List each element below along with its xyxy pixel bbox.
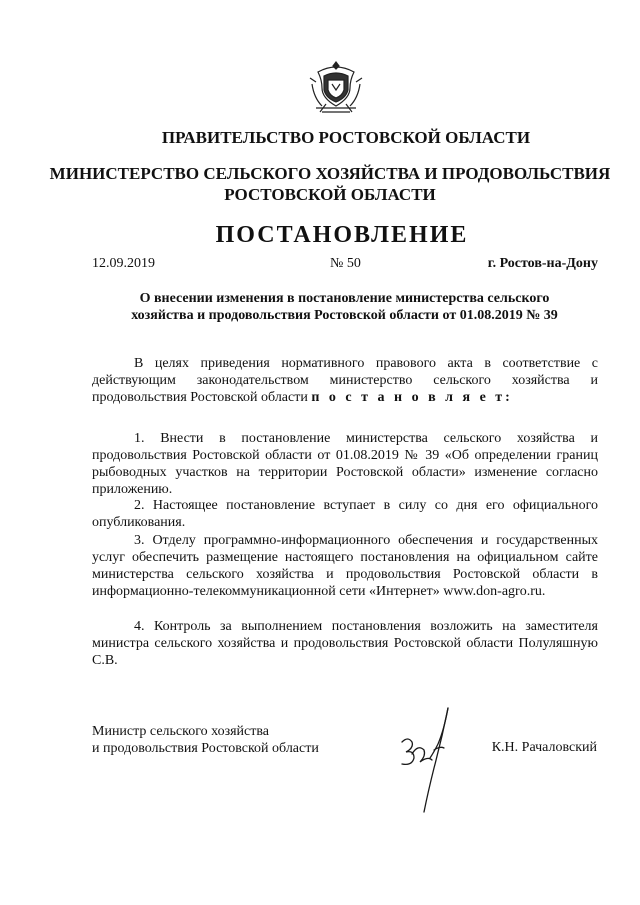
document-subject [92, 290, 597, 324]
signatory-title-line2: и продовольствия Ростовской области [92, 741, 319, 756]
ministry-title-line2: РОСТОВСКОЙ ОБЛАСТИ [224, 185, 436, 204]
document-city: г. Ростов-на-Дону [487, 256, 598, 271]
intro-text: В целях приведения нормативного правового акта в соответствие с действующим законодательством министерство сельского хозяйства и продовольствия Ростовской области [92, 356, 598, 405]
item-4-paragraph: 4. Контроль за выполнением постановления возложить на заместителя министра сельского хозяйства и продовольствия Ростовской области Полуляшную С.В. [92, 619, 598, 668]
document-number: № 50 [330, 256, 361, 271]
coat-of-arms-icon [306, 58, 366, 118]
ministry-title [20, 163, 640, 205]
subject-line1: О внесении изменения в постановление министерства сельского [139, 291, 550, 306]
intro-paragraph [92, 355, 598, 406]
item-1-paragraph: 1. Внести в постановление министерства сельского хозяйства и продовольствия Ростовской области от 01.08.2019 № 39 «Об определении границ рыбоводных участков на территории Ростовской области» изменение согласно приложению. [92, 431, 598, 497]
government-title: ПРАВИТЕЛЬСТВО РОСТОВСКОЙ ОБЛАСТИ [161, 128, 531, 147]
signatory-title [92, 723, 372, 757]
subject-line2: хозяйства и продовольствия Ростовской области от 01.08.2019 № 39 [131, 308, 558, 323]
document-type: ПОСТАНОВЛЕНИЕ [215, 222, 469, 248]
item-2-paragraph: 2. Настоящее постановление вступает в силу со дня его официального опубликования. [92, 498, 598, 530]
handwritten-signature-icon [388, 698, 468, 816]
ministry-title-line1: МИНИСТЕРСТВО СЕЛЬСКОГО ХОЗЯЙСТВА И ПРОДОВОЛЬСТВИЯ [49, 164, 611, 183]
document-date: 12.09.2019 [92, 256, 155, 271]
item-3-paragraph: 3. Отделу программно-информационного обеспечения и государственных услуг обеспечить размещение настоящего постановления на официальном сайте министерства сельского хозяйства и продовольствия Ростовской области в информационно-телекоммуникационной сети «Интернет» www.don-agro.ru. [92, 533, 598, 599]
intro-keyword: п о с т а н о в л я е т: [311, 390, 513, 405]
signatory-name: К.Н. Рачаловский [491, 740, 597, 755]
signatory-title-line1: Министр сельского хозяйства [92, 724, 269, 739]
